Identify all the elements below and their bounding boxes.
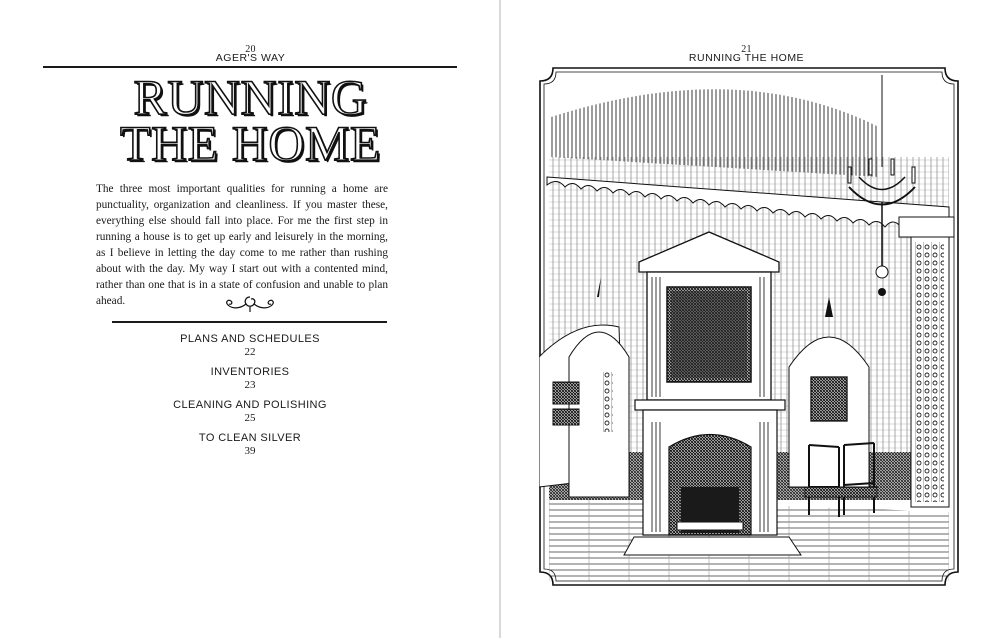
chapter-title bbox=[45, 69, 456, 171]
contents-item bbox=[100, 332, 400, 359]
right-running-head: RUNNING THE HOME bbox=[688, 52, 805, 64]
header-rule bbox=[43, 66, 457, 68]
contents-item-label: TO CLEAN SILVER bbox=[198, 432, 302, 444]
contents-item bbox=[100, 398, 400, 425]
left-running-head: AGER'S WAY bbox=[215, 52, 286, 64]
contents-item-page: 23 bbox=[244, 379, 256, 391]
drawing-room-fireplace-illustration bbox=[539, 67, 959, 586]
chapter-title-line-2: THE HOME bbox=[120, 115, 381, 171]
intro-paragraph: The three most important qualities for running a home are punctuality, organization and cleanliness. If you master these, everything else should fall into place. For me the first step in running a house is to get up early and leisurely in the morning, as I believe in letting the day come to me rather than rushing about with the day. My way I start out with a contented mind, rather than one that is in a state of confusion and unable to plan ahead. bbox=[96, 183, 388, 307]
contents-item-label: PLANS AND SCHEDULES bbox=[180, 333, 320, 345]
contents-item-page: 39 bbox=[244, 445, 256, 457]
contents-item-page: 25 bbox=[244, 412, 256, 424]
contents-item bbox=[100, 365, 400, 392]
contents-item bbox=[100, 431, 400, 458]
flourish-ornament-icon bbox=[220, 293, 280, 315]
chapter-title-line-1: RUNNING bbox=[133, 69, 368, 125]
contents-rule bbox=[112, 321, 387, 323]
left-page bbox=[0, 0, 499, 638]
left-folio: 20 bbox=[245, 44, 256, 55]
contents-item-page: 22 bbox=[244, 346, 256, 358]
contents-item-label: INVENTORIES bbox=[210, 366, 290, 378]
section-contents bbox=[100, 332, 400, 464]
right-folio: 21 bbox=[741, 44, 752, 55]
right-page bbox=[501, 0, 1000, 638]
contents-item-label: CLEANING AND POLISHING bbox=[173, 399, 327, 411]
